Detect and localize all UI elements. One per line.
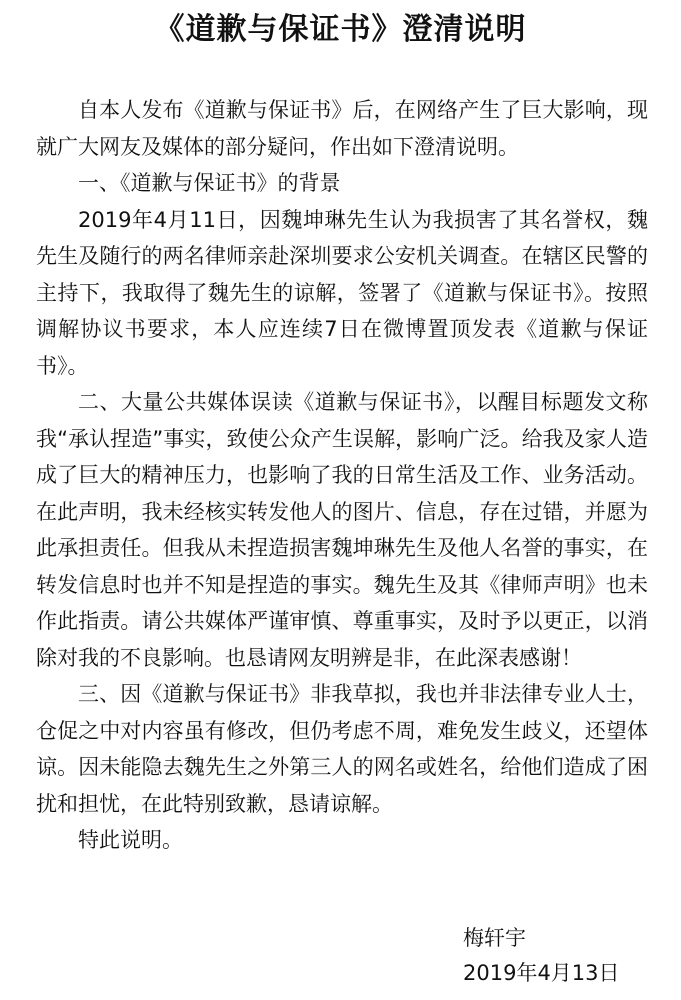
document-body (36, 92, 648, 859)
document-title: 《道歉与保证书》澄清说明 (154, 12, 527, 47)
background-paragraph: 2019年4月11日，因魏坤琳先生认为我损害了其名誉权，魏先生及随行的两名律师亲赴深圳要求公安机关调查。在辖区民警的主持下，我取得了魏先生的谅解，签署了《道歉与保证书》。按照调解协议书要求，本人应连续7日在微博置顶发表《道歉与保证书》。 (36, 207, 648, 378)
signature-name: 梅轩宇 (463, 926, 526, 950)
signature-date: 2019年4月13日 (463, 961, 620, 985)
section-one-heading: 一、《道歉与保证书》的背景 (78, 171, 341, 195)
intro-paragraph: 自本人发布《道歉与保证书》后，在网络产生了巨大影响，现就广大网友及媒体的部分疑问，作出如下澄清说明。 (36, 98, 648, 159)
section-two-paragraph: 二、大量公共媒体误读《道歉与保证书》，以醒目标题发文称我“承认捏造”事实，致使公众产生误解，影响广泛。给我及家人造成了巨大的精神压力，也影响了我的日常生活及工作、业务活动。在此声明，我未经核实转发他人的图片、信息，存在过错，并愿为此承担责任。但我从未捏造损害魏坤琳先生及他人名誉的事实，在转发信息时也并不知是捏造的事实。魏先生及其《律师声明》也未作此指责。请公共媒体严谨审慎、尊重事实，及时予以更正，以消除对我的不良影响。也恳请网友明辨是非，在此深表感谢！ (36, 390, 648, 670)
closing-paragraph: 特此说明。 (78, 828, 183, 852)
section-three-paragraph: 三、因《道歉与保证书》非我草拟，我也并非法律专业人士，仓促之中对内容虽有修改，但仍考虑不周，难免发生歧义，还望体谅。因未能隐去魏先生之外第三人的网名或姓名，给他们造成了困扰和担忧，在此特别致歉，恳请谅解。 (36, 682, 648, 816)
